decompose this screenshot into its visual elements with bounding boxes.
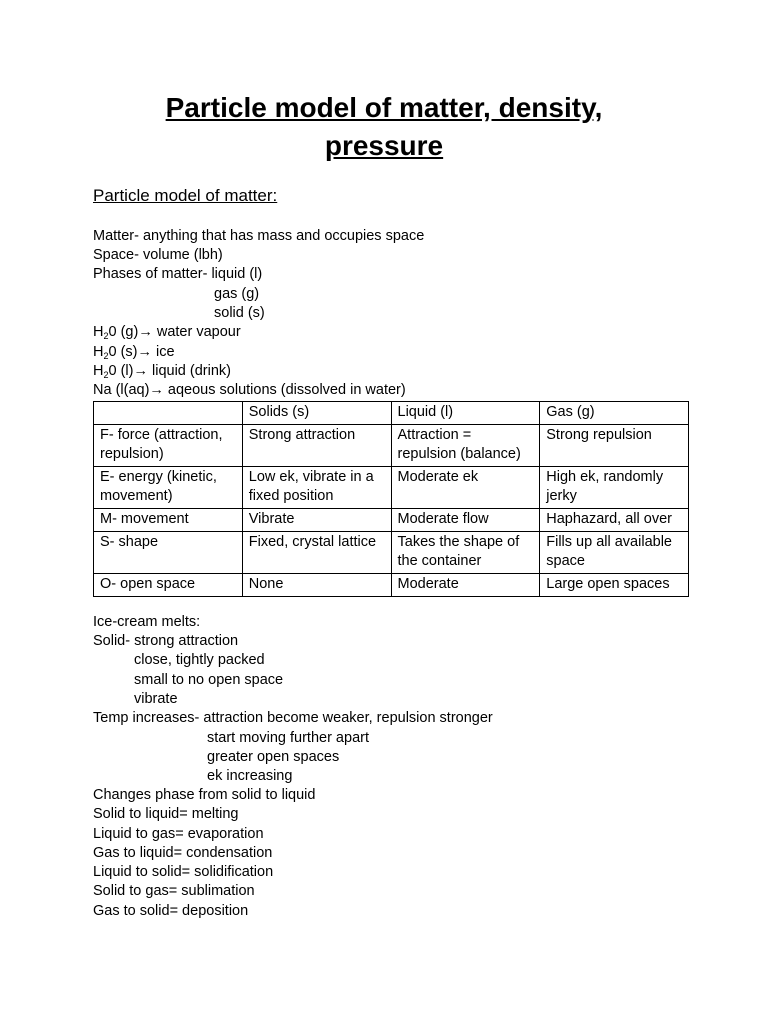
table-row	[94, 425, 689, 467]
table-cell: Moderate flow	[391, 509, 540, 532]
table-cell: O- open space	[94, 574, 243, 597]
h2o-gas-line	[93, 323, 241, 342]
phase-change-heading: Changes phase from solid to liquid	[93, 787, 316, 803]
table-header-cell: Liquid (l)	[391, 402, 540, 425]
table-cell: Moderate	[391, 574, 540, 597]
table-cell: High ek, randomly jerky	[540, 467, 689, 509]
table-row	[94, 532, 689, 574]
table-cell: None	[242, 574, 391, 597]
table-cell: Vibrate	[242, 509, 391, 532]
icecream-solid-detail: vibrate	[134, 691, 178, 707]
h2o-prefix: H	[93, 344, 104, 360]
phase-change-condensation: Gas to liquid= condensation	[93, 845, 273, 861]
phase-gas: gas (g)	[214, 286, 260, 302]
table-cell: Moderate ek	[391, 467, 540, 509]
table-cell: Low ek, vibrate in a fixed position	[242, 467, 391, 509]
definition-matter: Matter- anything that has mass and occupies space	[93, 228, 425, 244]
phase-change-sublimation: Solid to gas= sublimation	[93, 883, 255, 899]
table-cell: Fixed, crystal lattice	[242, 532, 391, 574]
section-heading: Particle model of matter:	[93, 186, 278, 205]
table-header-row	[94, 402, 689, 425]
table-cell: M- movement	[94, 509, 243, 532]
table-cell: Fills up all available space	[540, 532, 689, 574]
phase-change-melting: Solid to liquid= melting	[93, 806, 239, 822]
icecream-solid-detail: close, tightly packed	[134, 652, 265, 668]
page-title-line-1: Particle model of matter, density,	[165, 92, 603, 123]
table-cell: E- energy (kinetic, movement)	[94, 467, 243, 509]
table-header-cell: Gas (g)	[540, 402, 689, 425]
h2o-liquid-text: 0 (l)→ liquid (drink)	[108, 363, 231, 379]
h2o-gas-text: 0 (g)→ water vapour	[108, 324, 241, 340]
h2o-prefix: H	[93, 324, 104, 340]
icecream-temp: Temp increases- attraction become weaker, repulsion stronger	[93, 710, 493, 726]
table-cell: S- shape	[94, 532, 243, 574]
definition-space: Space- volume (lbh)	[93, 247, 223, 263]
icecream-temp-detail: start moving further apart	[207, 730, 369, 746]
h2o-solid-line	[93, 343, 175, 362]
table-cell: Large open spaces	[540, 574, 689, 597]
table-row	[94, 509, 689, 532]
table-cell: F- force (attraction, repulsion)	[94, 425, 243, 467]
table-row	[94, 467, 689, 509]
phase-change-evaporation: Liquid to gas= evaporation	[93, 826, 264, 842]
h2o-liquid-line	[93, 362, 231, 381]
icecream-temp-detail: ek increasing	[207, 768, 293, 784]
phase-solid: solid (s)	[214, 305, 265, 321]
icecream-temp-detail: greater open spaces	[207, 749, 340, 765]
phase-change-deposition: Gas to solid= deposition	[93, 903, 249, 919]
icecream-solid-detail: small to no open space	[134, 672, 284, 688]
phases-of-matter: Phases of matter- liquid (l)	[93, 266, 263, 282]
table-header-cell: Solids (s)	[242, 402, 391, 425]
h2o-prefix: H	[93, 363, 104, 379]
table-row	[94, 574, 689, 597]
h2o-solid-text: 0 (s)→ ice	[108, 344, 175, 360]
aqueous-line: Na (l(aq)→ aqeous solutions (dissolved in water)	[93, 382, 406, 398]
phases-comparison-table	[93, 401, 689, 597]
table-cell: Takes the shape of the container	[391, 532, 540, 574]
table-cell: Haphazard, all over	[540, 509, 689, 532]
phase-change-solidification: Liquid to solid= solidification	[93, 864, 274, 880]
h2o-subscript: 2	[103, 351, 109, 361]
table-header-cell	[94, 402, 243, 425]
icecream-heading: Ice-cream melts:	[93, 614, 201, 630]
h2o-subscript: 2	[103, 370, 109, 380]
table-cell: Strong attraction	[242, 425, 391, 467]
icecream-solid: Solid- strong attraction	[93, 633, 239, 649]
h2o-subscript: 2	[103, 331, 109, 341]
table-cell: Strong repulsion	[540, 425, 689, 467]
page-title-line-2: pressure	[324, 130, 444, 161]
table-cell: Attraction = repulsion (balance)	[391, 425, 540, 467]
